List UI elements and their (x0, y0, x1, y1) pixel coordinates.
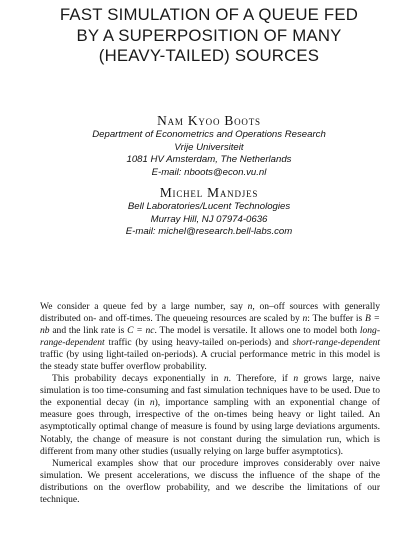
paper-title (8, 5, 410, 67)
abstract-text: , on–off sources with generally distributed on- and off-times. The queueing resources are scaled by (40, 301, 380, 325)
emphasis-term: long-range-dependent (40, 325, 380, 349)
author-affiliation-2 (0, 201, 418, 239)
math-variable: n (302, 313, 308, 325)
abstract-text: . The model is versatile. It allows one to model both (154, 325, 360, 337)
affiliation-address: Murray Hill, NJ 07974-0636 (150, 213, 268, 225)
link-rate-equation: C = nc (127, 325, 155, 337)
math-variable: n (223, 373, 229, 385)
author-name-2: Michel Mandjes (159, 185, 259, 200)
title-line-1: FAST SIMULATION OF A QUEUE FED (59, 5, 359, 24)
abstract-text: ), importance sampling with an exponential change of measure goes through, irrespective of the on-times being heavy or light tailed. An asymptotically optimal change of measure is found by using large deviations arguments. Notably, the change of measure is not constant during the simulation run, which is different from many other studies (usually relying on large buffer asymptotics). (40, 397, 380, 457)
abstract-text: traffic (by using heavy-tailed on-periods) and (104, 337, 293, 349)
abstract-paragraph-3: Numerical examples show that our procedure improves considerably over naive simulation. We present accelerations, we discuss the influence of the shape of the distributions on the overflow probability, and we describe the limitations of our technique. (40, 457, 380, 505)
abstract-text: traffic (by using light-tailed on-periods). A crucial performance metric in this model is the steady state buffer overflow probability. (40, 349, 380, 373)
buffer-equation: B = nb (40, 313, 380, 337)
affiliation-department: Department of Econometrics and Operations Research (92, 129, 326, 140)
abstract-paragraph-1 (40, 301, 380, 373)
affiliation-email: E-mail: michel@research.bell-labs.com (125, 226, 293, 238)
author-name-1: Nam Kyoo Boots (157, 113, 261, 128)
math-variable: n (247, 301, 253, 312)
affiliation-email: E-mail: nboots@econ.vu.nl (151, 166, 267, 178)
author-affiliation-1 (0, 129, 418, 179)
math-variable: n (293, 373, 299, 385)
affiliation-university: Vrije Universiteit (174, 141, 244, 153)
affiliation-address: 1081 HV Amsterdam, The Netherlands (126, 154, 292, 166)
title-line-3: (HEAVY-TAILED) SOURCES (98, 46, 320, 65)
abstract-text: : The buffer is (307, 313, 365, 325)
abstract-text: grows large, naive simulation is too time-consuming and fast simulation techniques have to be used. Due to the exponential decay (in (40, 373, 380, 409)
title-line-2: BY A SUPERPOSITION OF MANY (76, 25, 342, 45)
abstract-paragraph-2 (40, 373, 380, 457)
abstract-text: This probability decays exponentially in (52, 373, 224, 385)
emphasis-term: short-range-dependent (292, 337, 380, 349)
abstract-text: . Therefore, if (228, 373, 294, 385)
affiliation-company: Bell Laboratories/Lucent Technologies (127, 201, 291, 212)
math-variable: n (149, 397, 155, 409)
abstract (40, 301, 380, 506)
abstract-text: and the link rate is (49, 325, 128, 337)
abstract-text: We consider a queue fed by a large number, say (40, 301, 248, 312)
